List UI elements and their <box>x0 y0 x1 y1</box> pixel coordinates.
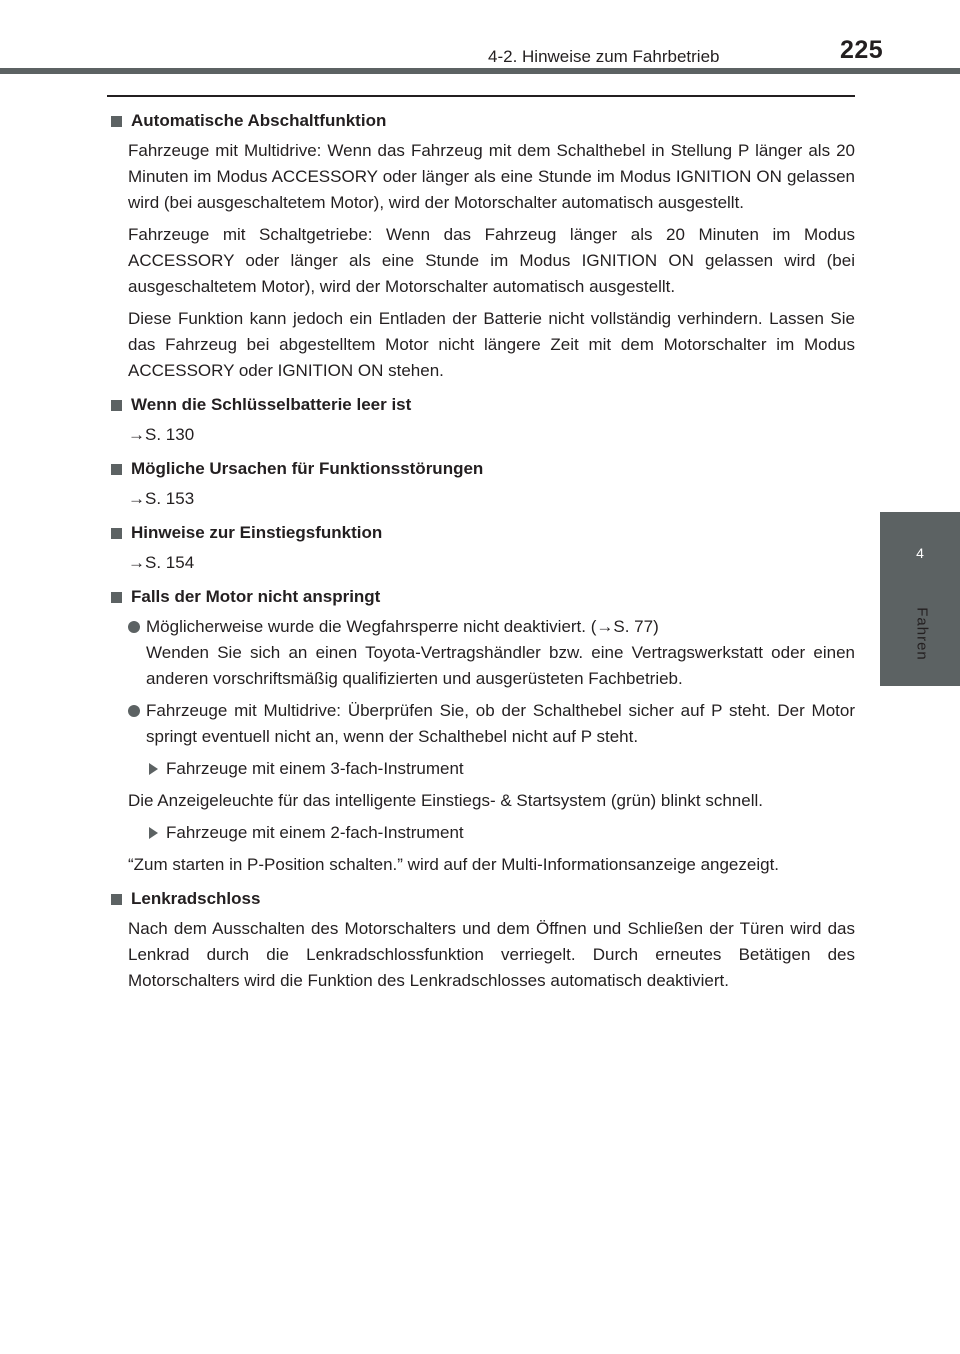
chapter-label-text: Fahren <box>913 607 931 661</box>
page-reference: →S. 130 <box>128 425 195 444</box>
chapter-label <box>913 604 931 664</box>
section-heading-text: Hinweise zur Einstiegsfunktion <box>131 523 383 542</box>
sub-heading-text: Fahrzeuge mit einem 3-fach-Instrument <box>166 759 464 778</box>
section-engine-not-starting <box>107 584 855 878</box>
triangle-bullet-icon <box>149 763 158 775</box>
round-bullet-icon <box>128 705 140 717</box>
paragraph: Fahrzeuge mit Schaltgetriebe: Wenn das Fahrzeug länger als 20 Minuten im Modus ACCESSORY oder länger als eine Stunde im Modus IGNITION ON gelassen wird (bei ausgeschaltetem Motor), wird der Motorschalter automatisch ausgestellt. <box>128 225 855 296</box>
section-heading <box>107 886 855 912</box>
paragraph: Nach dem Ausschalten des Motorschalters und dem Öffnen und Schließen der Türen wird das Lenkrad durch die Lenkradschlossfunktion verriegelt. Durch erneutes Betätigen des Motorschalters wird die Funktion des Lenkradschlosses automatisch deaktiviert. <box>128 919 855 990</box>
content-top-rule <box>107 95 855 97</box>
section-heading-text: Mögliche Ursachen für Funktionsstörungen <box>131 459 484 478</box>
section-heading <box>107 108 855 134</box>
list-item <box>128 614 855 692</box>
section-heading <box>107 456 855 482</box>
triangle-bullet-icon <box>149 827 158 839</box>
section-malfunction-causes <box>107 456 855 512</box>
paragraph: “Zum starten in P-Position schalten.” wird auf der Multi-Informationsanzeige angezeigt. <box>128 855 780 874</box>
list-item-text: Wenden Sie sich an einen Toyota-Vertragshändler bzw. eine Vertragswerkstatt oder einen anderen vorschriftsmäßig qualifizierten und ausgerüsteten Fachbetrieb. <box>146 643 855 688</box>
header-divider <box>0 68 960 74</box>
page-content <box>107 108 855 1002</box>
section-heading-text: Wenn die Schlüsselbatterie leer ist <box>131 395 412 414</box>
page-reference: →S. 153 <box>128 489 195 508</box>
paragraph: Fahrzeuge mit Multidrive: Wenn das Fahrzeug mit dem Schalthebel in Stellung P länger als 20 Minuten im Modus ACCESSORY oder länger als eine Stunde im Modus IGNITION ON gelassen wird (bei ausgeschaltetem Motor), wird der Motorschalter automatisch ausgestellt. <box>128 141 855 212</box>
section-entry-function <box>107 520 855 576</box>
list-item-text: Möglicherweise wurde die Wegfahrsperre nicht deaktiviert. (→S. 77) <box>146 617 659 636</box>
section-heading-text: Lenkradschloss <box>131 889 261 908</box>
list-item <box>128 698 855 750</box>
square-bullet-icon <box>111 592 122 603</box>
square-bullet-icon <box>111 464 122 475</box>
section-heading <box>107 392 855 418</box>
section-heading-text: Automatische Abschaltfunktion <box>131 111 387 130</box>
page-reference: →S. 154 <box>128 553 195 572</box>
square-bullet-icon <box>111 400 122 411</box>
section-key-battery <box>107 392 855 448</box>
square-bullet-icon <box>111 116 122 127</box>
paragraph: Diese Funktion kann jedoch ein Entladen der Batterie nicht vollständig verhindern. Lassen Sie das Fahrzeug bei abgestelltem Motor nicht längere Zeit mit dem Motorschalter im Modus ACCESSORY oder IGNITION ON stehen. <box>128 309 855 380</box>
square-bullet-icon <box>111 894 122 905</box>
sub-heading <box>149 756 855 782</box>
round-bullet-icon <box>128 621 140 633</box>
section-auto-shutoff <box>107 108 855 384</box>
page-number: 225 <box>840 36 884 64</box>
page-header <box>0 0 960 70</box>
section-heading-text: Falls der Motor nicht anspringt <box>131 587 381 606</box>
chapter-number: 4 <box>916 545 924 561</box>
sub-heading <box>149 820 855 846</box>
paragraph: Die Anzeigeleuchte für das intelligente Einstiegs- & Startsystem (grün) blinkt schnell. <box>128 791 763 810</box>
section-heading <box>107 520 855 546</box>
section-heading <box>107 584 855 610</box>
sub-heading-text: Fahrzeuge mit einem 2-fach-Instrument <box>166 823 464 842</box>
square-bullet-icon <box>111 528 122 539</box>
list-item-text: Fahrzeuge mit Multidrive: Überprüfen Sie, ob der Schalthebel sicher auf P steht. Der Motor springt eventuell nicht an, wenn der Schalthebel nicht auf P steht. <box>146 701 855 746</box>
header-section-title: 4-2. Hinweise zum Fahrbetrieb <box>488 47 720 66</box>
section-steering-lock <box>107 886 855 994</box>
